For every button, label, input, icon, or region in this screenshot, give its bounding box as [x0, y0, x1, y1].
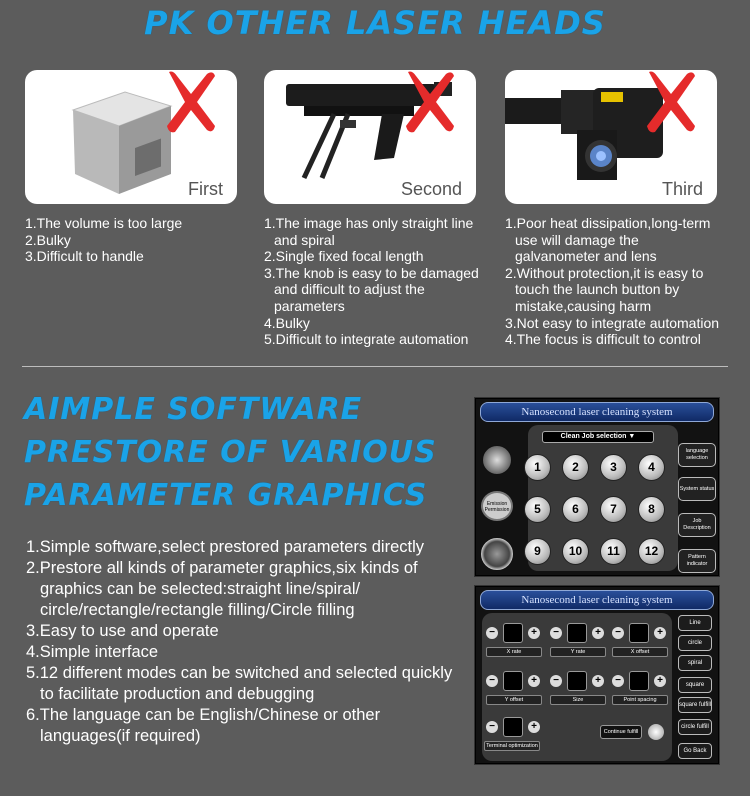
language-selection-button[interactable]: language selection — [678, 443, 716, 467]
pattern-circle-button[interactable]: circle — [678, 635, 712, 651]
list-item: 1.Poor heat dissipation,long-term use will damage the galvanometer and lens — [505, 215, 711, 265]
list-item: 2.Single fixed focal length — [264, 248, 424, 265]
list-item: 3.Easy to use and operate — [26, 622, 219, 640]
value-box[interactable] — [503, 671, 523, 691]
cons-list-second — [264, 215, 486, 348]
laser-head-card-second — [264, 70, 476, 204]
minus-icon[interactable]: − — [486, 627, 498, 639]
size-label: Size — [550, 695, 606, 705]
list-item: 2.Without protection,it is easy to touch the launch button by mistake,causing harm — [505, 264, 704, 314]
red-x-icon — [643, 70, 699, 134]
list-item: 4.Simple interface — [26, 643, 159, 661]
mode-button-4[interactable]: 4 — [638, 454, 665, 481]
pattern-line-button[interactable]: Line — [678, 615, 712, 631]
laser-head-card-third — [505, 70, 717, 204]
software-title-line-3: PARAMETER GRAPHICS — [24, 478, 428, 513]
list-item: 4.Bulky — [264, 314, 310, 331]
software-title-line-1: AIMPLE SOFTWARE — [24, 392, 363, 427]
list-item: 6.The language can be English/Chinese or other languages(if required) — [26, 706, 381, 745]
cons-list-first — [25, 215, 240, 265]
terminal-optimization-label: Terminal optimization — [484, 741, 540, 751]
mode-button-12[interactable]: 12 — [638, 538, 665, 565]
value-box[interactable] — [629, 623, 649, 643]
pattern-square-fulfill-button[interactable]: square fulfill — [678, 697, 712, 713]
y-rate-stepper[interactable] — [550, 623, 606, 643]
pattern-square-button[interactable]: square — [678, 677, 712, 693]
y-offset-stepper[interactable] — [486, 671, 542, 691]
red-x-icon — [163, 70, 219, 134]
minus-icon[interactable]: − — [550, 675, 562, 687]
job-description-button[interactable]: Job Description — [678, 513, 716, 537]
value-box[interactable] — [503, 623, 523, 643]
point-spacing-label: Point spacing — [612, 695, 668, 705]
value-box[interactable] — [629, 671, 649, 691]
panel-header: Nanosecond laser cleaning system — [480, 402, 714, 422]
plus-icon[interactable]: + — [592, 627, 604, 639]
mode-button-1[interactable]: 1 — [524, 454, 551, 481]
section-divider — [22, 366, 728, 367]
job-dropdown[interactable] — [542, 431, 654, 443]
card-caption: First — [188, 179, 223, 199]
minus-icon[interactable]: − — [612, 627, 624, 639]
list-item: 4.The focus is difficult to control — [505, 331, 701, 348]
mode-button-6[interactable]: 6 — [562, 496, 589, 523]
emergency-dial-icon[interactable] — [480, 537, 514, 571]
value-box[interactable] — [567, 671, 587, 691]
list-item: 1.The volume is too large — [25, 215, 183, 231]
mode-button-9[interactable]: 9 — [524, 538, 551, 565]
y-offset-label: Y offset — [486, 695, 542, 705]
x-offset-stepper[interactable] — [612, 623, 668, 643]
mode-button-11[interactable]: 11 — [600, 538, 627, 565]
mode-button-7[interactable]: 7 — [600, 496, 627, 523]
chevron-down-icon: ▼ — [628, 433, 636, 440]
pattern-indicator-button[interactable]: Pattern indicator — [678, 549, 716, 573]
pattern-spiral-button[interactable]: spiral — [678, 655, 712, 671]
list-item: 2.Bulky — [25, 231, 71, 248]
x-offset-label: X offset — [612, 647, 668, 657]
cons-list-third — [505, 215, 727, 348]
mode-button-2[interactable]: 2 — [562, 454, 589, 481]
card-caption: Third — [661, 179, 703, 199]
minus-icon[interactable]: − — [550, 627, 562, 639]
point-spacing-stepper[interactable] — [612, 671, 668, 691]
plus-icon[interactable]: + — [528, 721, 540, 733]
job-selection-panel — [475, 398, 719, 576]
plus-icon[interactable]: + — [592, 675, 604, 687]
page-title: PK OTHER LASER HEADS — [144, 4, 606, 42]
mode-button-3[interactable]: 3 — [600, 454, 627, 481]
size-stepper[interactable] — [550, 671, 606, 691]
feature-list — [26, 537, 456, 747]
list-item: 1.The image has only straight line and spiral — [264, 215, 474, 248]
laser-head-card-first — [25, 70, 237, 204]
software-title-line-2: PRESTORE OF VARIOUS — [24, 435, 437, 470]
mode-button-5[interactable]: 5 — [524, 496, 551, 523]
x-rate-stepper[interactable] — [486, 623, 542, 643]
value-box[interactable] — [567, 623, 587, 643]
plus-icon[interactable]: + — [654, 675, 666, 687]
list-item: 3.Difficult to handle — [25, 248, 144, 265]
pattern-circle-fulfill-button[interactable]: circle fulfill — [678, 719, 712, 735]
indicator-lamp-icon — [648, 724, 664, 740]
mode-button-10[interactable]: 10 — [562, 538, 589, 565]
system-status-button[interactable]: System status — [678, 477, 716, 501]
x-rate-label: X rate — [486, 647, 542, 657]
go-back-button[interactable]: Go Back — [678, 743, 712, 759]
minus-icon[interactable]: − — [612, 675, 624, 687]
emission-permission-button[interactable]: Emission Permission — [481, 491, 513, 521]
red-x-icon — [402, 70, 458, 134]
pattern-parameter-panel — [475, 586, 719, 764]
list-item: 5.12 different modes can be switched and selected quickly to facilitate production and debugging — [26, 664, 453, 703]
terminal-optimization-stepper[interactable] — [486, 717, 542, 737]
y-rate-label: Y rate — [550, 647, 606, 657]
minus-icon[interactable]: − — [486, 721, 498, 733]
list-item: 5.Difficult to integrate automation — [264, 331, 469, 348]
mode-button-8[interactable]: 8 — [638, 496, 665, 523]
card-caption: Second — [400, 179, 462, 199]
plus-icon[interactable]: + — [528, 627, 540, 639]
list-item: 2.Prestore all kinds of parameter graphics,six kinds of graphics can be selected:straight line/spiral/ circle/rectangle/rectangle filling/Circle filling — [26, 559, 418, 619]
panel-header: Nanosecond laser cleaning system — [480, 590, 714, 610]
continue-fulfill-button[interactable]: Continue fulfill — [600, 725, 642, 739]
plus-icon[interactable]: + — [528, 675, 540, 687]
value-box[interactable] — [503, 717, 523, 737]
plus-icon[interactable]: + — [654, 627, 666, 639]
minus-icon[interactable]: − — [486, 675, 498, 687]
power-knob-icon[interactable] — [482, 445, 512, 475]
job-dropdown-label: Clean Job selection — [560, 433, 627, 440]
list-item: 1.Simple software,select prestored parameters directly — [26, 538, 424, 556]
list-item: 3.The knob is easy to be damaged and difficult to adjust the parameters — [264, 264, 479, 314]
list-item: 3.Not easy to integrate automation — [505, 314, 720, 331]
